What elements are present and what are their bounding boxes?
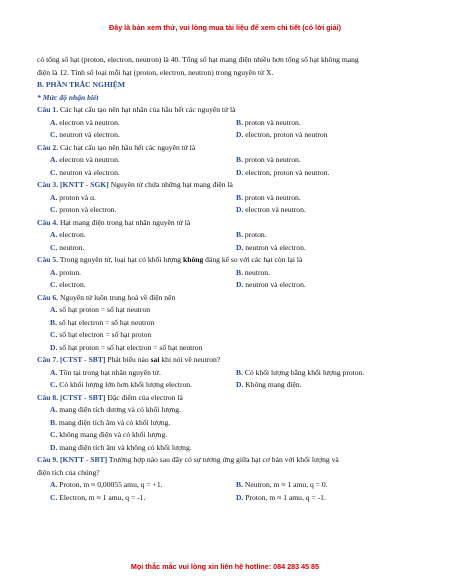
option-d: D. mang điện tích âm và không có khối lượng. (50, 442, 192, 452)
question-9 (37, 454, 422, 467)
option-b: B. số hạt electron = số hạt neutron (50, 317, 155, 327)
option-d: D. electron và neutron. (236, 205, 306, 214)
question-text-end: đáng kể so với các hạt còn lại là (203, 255, 303, 264)
question-text-end: khi nói về neutron? (159, 355, 221, 364)
question-source: [CTST - SBT] (58, 392, 106, 402)
intro-line-1: có tổng số hạt (proton, electron, neutron) là 40. Tổng số hạt mang điện nhiều hơn tổng số hạt không mang (37, 55, 359, 64)
question-number: Câu 6. (37, 292, 59, 302)
question-number: Câu 9. (37, 455, 59, 464)
question-text: Các hạt cấu tạo nên hạt nhân của hầu hết các nguyên tử là (58, 105, 236, 114)
question-number: Câu 3. (37, 180, 59, 189)
question-number: Câu 5. (37, 255, 59, 264)
option-a: A. electron và neutron. (50, 117, 120, 127)
option-b: B. Có khối lượng bằng khối lượng proton. (236, 367, 365, 377)
question-2 (37, 142, 422, 155)
question-source: [KNTT - SGK] (58, 180, 109, 189)
option-c: C. không mang điện và có khối lượng. (50, 430, 168, 439)
question-8 (37, 392, 422, 405)
question-text: Các hạt cấu tạo nên hầu hết các nguyên tử là (58, 142, 196, 152)
options-q4 (37, 229, 422, 254)
option-c: C. neutron. (50, 242, 85, 252)
option-a: A. proton. (50, 267, 82, 277)
option-b: B. proton và neutron. (236, 117, 301, 127)
option-d: D. electron, proton và neutron. (236, 167, 330, 177)
option-b: B. proton và neutron. (236, 155, 301, 164)
section-title: B. PHẦN TRẮC NGHIỆM (37, 80, 126, 89)
question-text-continued: điện tích của chúng? (37, 467, 100, 477)
option-c: C. proton và electron. (50, 205, 117, 214)
options-q3 (37, 192, 422, 217)
question-number: Câu 4. (37, 217, 59, 227)
option-a: A. Tồn tại trong hạt nhân nguyên tử. (50, 367, 161, 377)
question-source: [CTST - SBT] (58, 355, 106, 364)
option-b: B. Neutron, m ≈ 1 amu, q = 0. (236, 480, 328, 489)
preview-banner: Đây là bản xem thử, vui lòng mua tài liệu để xem chi tiết (có lời giải) (109, 23, 341, 32)
question-3 (37, 179, 422, 192)
option-d: D. neutron và electron. (236, 242, 306, 252)
option-d: D. neutron và electron. (236, 280, 306, 289)
option-d: D. electron, proton và neutron (236, 130, 328, 139)
question-text: Nguyên tử luôn trung hoà về điện nên (58, 292, 176, 302)
option-c: C. electron. (50, 280, 86, 289)
option-c: C. Có khối lượng lớn hơn khối lượng electron. (50, 380, 192, 389)
emphasis-text: sai (150, 355, 160, 364)
option-b: B. neutron. (236, 267, 270, 277)
options-q9 (37, 479, 422, 504)
option-c: C. số hạt electron = số hạt proton (50, 330, 152, 339)
question-text: Đặc điểm của electron là (105, 392, 183, 402)
question-4 (37, 217, 422, 230)
question-number: Câu 1. (37, 105, 59, 114)
option-a: A. electron. (50, 230, 86, 239)
question-number: Câu 2. (37, 142, 59, 152)
level-title: * Mức độ nhận biết (37, 92, 99, 102)
option-b: B. proton. (236, 230, 267, 239)
option-c: C. neutron và electron. (50, 167, 120, 177)
option-b: B. mang điện tích âm và có khối lượng. (50, 417, 171, 427)
question-number: Câu 8. (37, 392, 59, 402)
options-q2 (37, 154, 422, 179)
option-a: A. số hạt proton = số hạt neutron (50, 305, 151, 314)
question-text: Nguyên tử chứa những hạt mang điện là (108, 180, 233, 189)
options-q1 (37, 117, 422, 142)
option-b: B. proton và neutron. (236, 192, 301, 202)
question-source: [KNTT - SBT] (58, 455, 108, 464)
option-c: C. Electron, m ≈ 1 amu, q = -1. (50, 492, 146, 502)
question-text: Trường hợp nào sau đây có sự tương ứng giữa hạt cơ bản với khối lượng và (107, 455, 339, 464)
question-1 (37, 104, 422, 117)
options-q7 (37, 367, 422, 392)
option-c: C. neutron và electron. (50, 130, 120, 139)
question-text: Hạt mang điện trong hạt nhân nguyên tử là (58, 217, 191, 227)
option-a: A. mang điện tích dương và có khối lượng. (50, 405, 182, 414)
option-a: A. Proton, m ≈ 0,00055 amu, q = +1. (50, 480, 163, 489)
options-q5 (37, 267, 422, 292)
question-5 (37, 254, 422, 267)
document-body (37, 54, 422, 504)
question-7 (37, 354, 422, 367)
emphasis-text: không (183, 255, 204, 264)
question-number: Câu 7. (37, 355, 59, 364)
question-text: Phát biểu nào (105, 355, 151, 364)
question-6 (37, 292, 422, 305)
question-text: Trong nguyên tử, loại hạt có khối lượng (58, 255, 183, 264)
option-a: A. proton và α. (50, 192, 96, 202)
option-d: D. số hạt proton = số hạt electron = số hạt neutron (50, 342, 203, 352)
intro-line-2: điện là 12. Tính số loại mỗi hạt (proton, electron, neutron) trong nguyên tử X. (37, 67, 274, 77)
option-d: D. Không mang điện. (236, 380, 302, 389)
option-a: A. electron và neutron. (50, 155, 120, 164)
option-d: D. Proton, m ≈ 1 amu, q = -1. (236, 492, 326, 502)
hotline-banner: Mọi thắc mắc vui lòng xin liên hệ hotline: 084 283 45 85 (130, 562, 320, 571)
